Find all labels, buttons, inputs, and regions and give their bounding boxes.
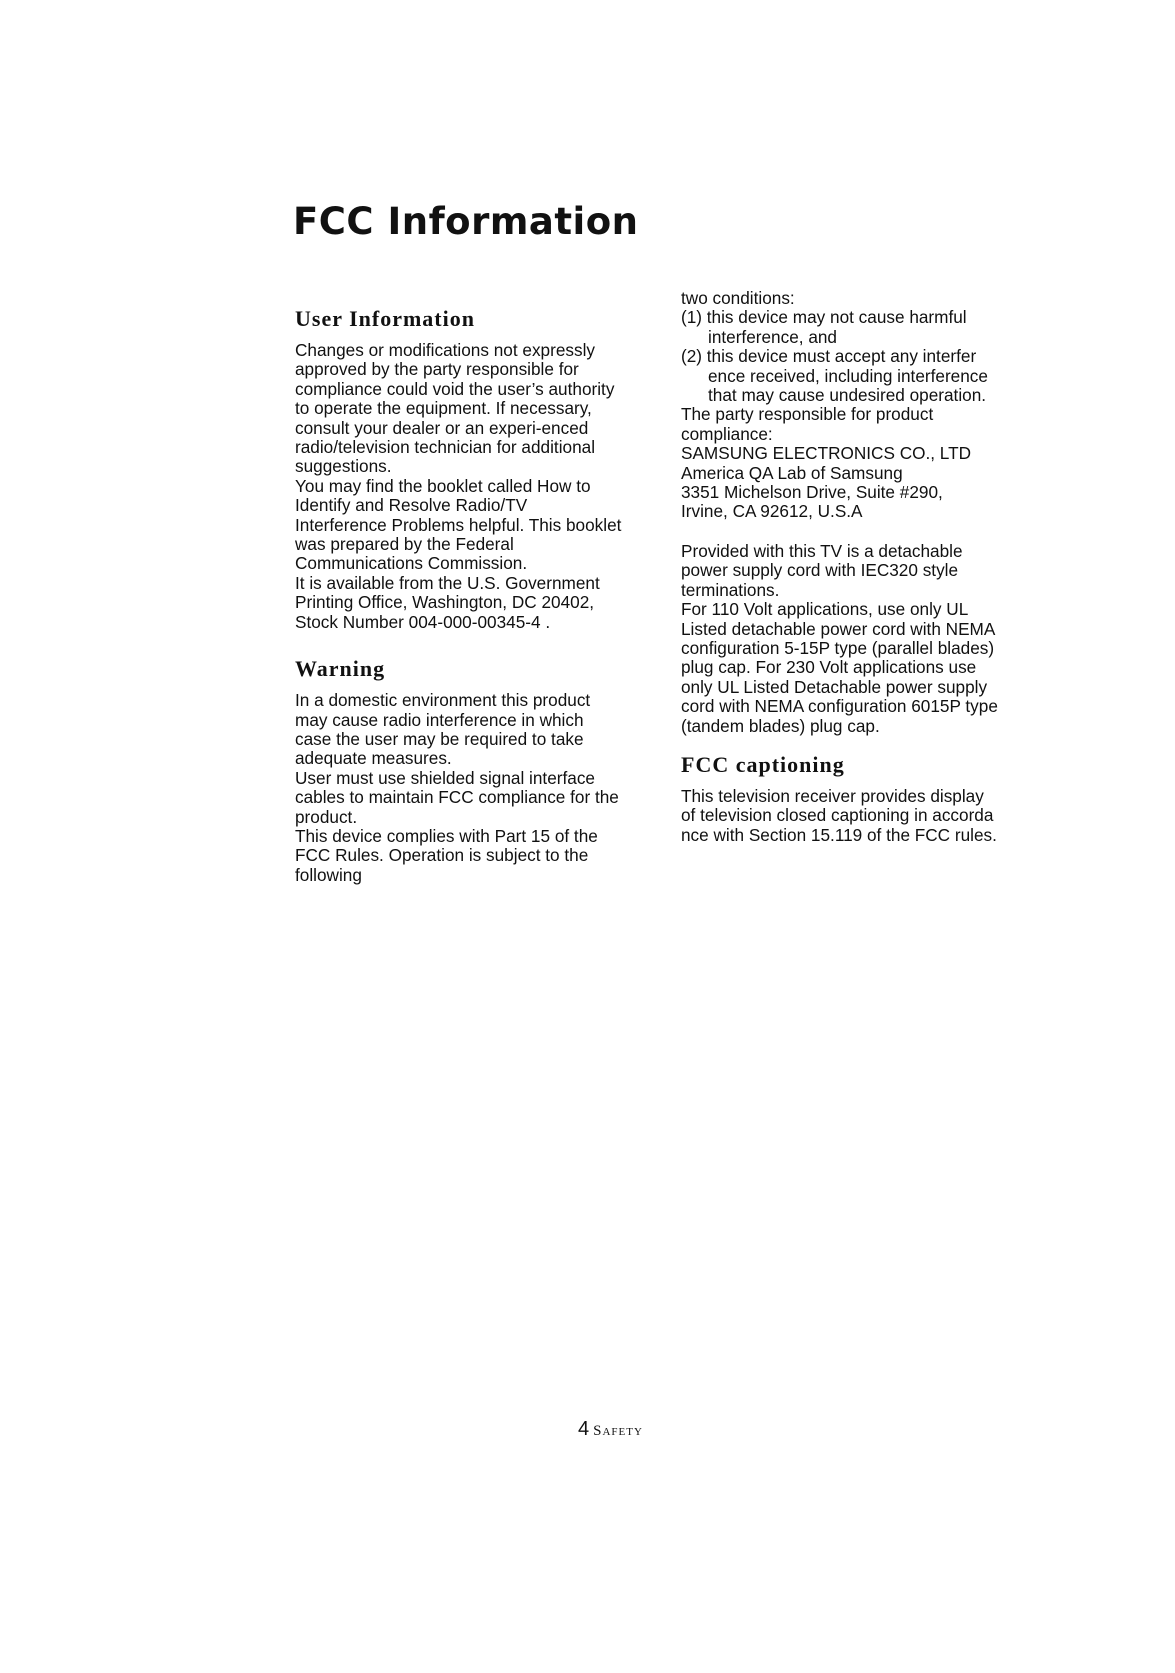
warning-heading: Warning (295, 656, 386, 682)
responsible-party-text: The party responsible for product compliance: SAMSUNG ELECTRONICS CO., LTD America QA Lab of Samsung 3351 Michelson Drive, Suite #290, Irvine, CA 92612, U.S.A (681, 404, 971, 522)
page-number: 4 (578, 1418, 590, 1440)
section-name: Safety (593, 1423, 643, 1439)
condition-item-2: (2) this device must accept any interfer ence received, including interference that may cause undesired operation. (681, 346, 988, 406)
user-information-text: Changes or modifications not expressly approved by the party responsible for compliance could void the user’s authority to operate the equipment. If necessary, consult your dealer or an experi-enced radio/television technician for additional suggestions. You may find the booklet called How to Identify and Resolve Radio/TV Interference Problems helpful. This booklet was prepared by the Federal Communications Commission. It is available from the U.S. Government Printing Office, Washington, DC 20402, Stock Number 004-000-00345-4 . (295, 340, 622, 632)
page-footer (578, 1418, 643, 1441)
right-column (681, 289, 1041, 845)
page-title: FCC Information (293, 200, 639, 243)
left-column (295, 306, 675, 885)
user-information-heading: User Information (295, 306, 475, 331)
fcc-captioning-text: This television receiver provides display of television closed captioning in accorda nce with Section 15.119 of the FCC rules. (681, 785, 997, 845)
condition-item-1: (1) this device may not cause harmful interference, and (681, 307, 967, 347)
warning-text: In a domestic environment this product may cause radio interference in which case the user may be required to take adequate measures. User must use shielded signal interface cables to maintain FCC compliance for the product. This device complies with Part 15 of the FCC Rules. Operation is subject to the following (295, 690, 619, 885)
fcc-captioning-heading: FCC captioning (681, 751, 845, 777)
power-cord-text: Provided with this TV is a detachable power supply cord with IEC320 style terminations. For 110 Volt applications, use only UL Listed detachable power cord with NEMA configuration 5-15P type (parallel blades) plug cap. For 230 Volt applications use only UL Listed Detachable power supply cord with NEMA configuration 6015P type (tandem blades) plug cap. (681, 540, 998, 736)
conditions-intro: two conditions: (681, 288, 795, 308)
